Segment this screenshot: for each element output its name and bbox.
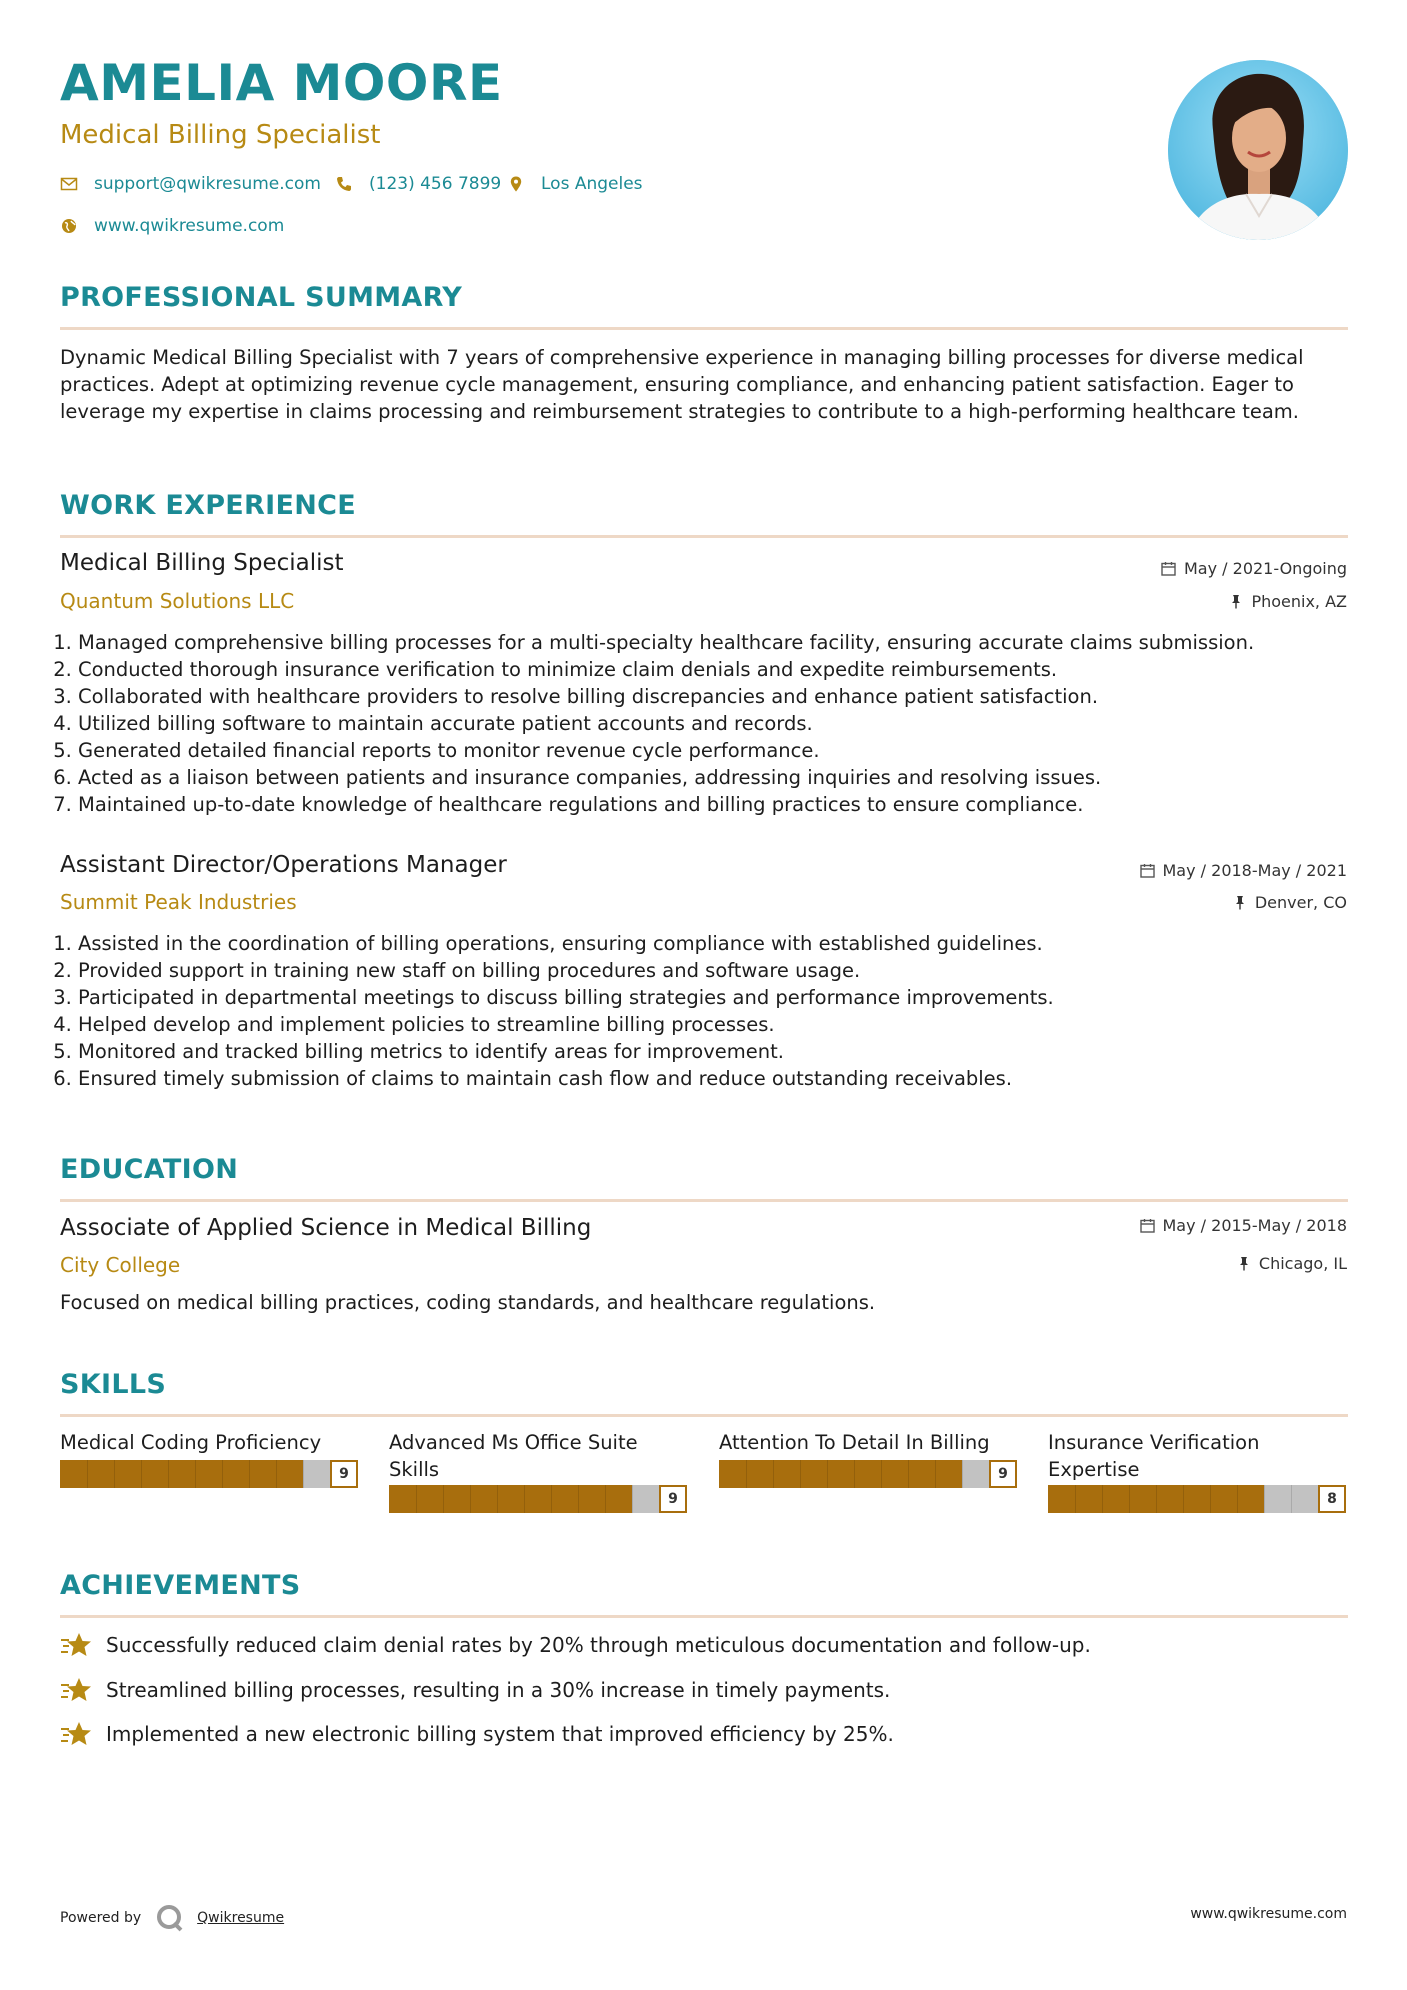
job-location [1229, 592, 1347, 611]
job-bullet-item: 6. Acted as a liaison between patients and insurance companies, addressing inquiries and resolving issues. [78, 764, 1378, 791]
skill-bar-segment [497, 1485, 498, 1513]
skill-score-badge: 9 [659, 1485, 687, 1513]
job-dates [1161, 559, 1347, 578]
job-bullet-item: 5. Generated detailed financial reports to monitor revenue cycle performance. [78, 737, 1378, 764]
skill-bar-segment [773, 1460, 774, 1488]
skill-bar-segment [1291, 1485, 1292, 1513]
experience-heading: WORK EXPERIENCE [60, 490, 356, 521]
skill-bar-fill [389, 1485, 632, 1513]
skill-bar-segment [168, 1460, 169, 1488]
skill-bar-segment [276, 1460, 277, 1488]
candidate-name: AMELIA MOORE [60, 54, 503, 112]
skill-bar-segment [1129, 1485, 1130, 1513]
skill-bar-segment [195, 1460, 196, 1488]
job-bullets [60, 930, 1378, 1092]
envelope-icon [60, 175, 78, 193]
skill-score-badge: 8 [1318, 1485, 1346, 1513]
skill-bar-track [1048, 1485, 1318, 1513]
globe-icon [60, 217, 78, 235]
skill-bar-segment [1102, 1485, 1103, 1513]
job-bullet-item: 1. Managed comprehensive billing processes for a multi-specialty healthcare facility, ensuring accurate claims submission. [78, 629, 1378, 656]
location-text: Los Angeles [541, 174, 643, 194]
skill-item [389, 1429, 689, 1513]
brand-link[interactable]: Qwikresume [197, 1910, 285, 1926]
summary-heading: PROFESSIONAL SUMMARY [60, 282, 463, 313]
skill-bar-segment [222, 1460, 223, 1488]
skills-heading: SKILLS [60, 1369, 167, 1400]
skill-bar-segment [470, 1485, 471, 1513]
job-bullet-item: 1. Assisted in the coordination of billing operations, ensuring compliance with established guidelines. [78, 930, 1378, 957]
skill-bar-segment [303, 1460, 304, 1488]
contact-phone[interactable] [335, 174, 501, 194]
experience-section [60, 492, 1348, 538]
skill-bar-segment [1156, 1485, 1157, 1513]
job-bullets [60, 629, 1378, 818]
skill-rating-bar [719, 1460, 1019, 1488]
email-text: support@qwikresume.com [94, 174, 321, 194]
section-divider [60, 535, 1348, 538]
star-icon [60, 1631, 92, 1659]
achievements-section [60, 1572, 1348, 1618]
section-divider [60, 327, 1348, 330]
contact-website[interactable] [60, 216, 284, 236]
profile-photo [1168, 60, 1348, 240]
job-bullet-item: 4. Helped develop and implement policies to streamline billing processes. [78, 1011, 1378, 1038]
skill-score-badge: 9 [989, 1460, 1017, 1488]
skill-bar-segment [551, 1485, 552, 1513]
section-divider [60, 1199, 1348, 1202]
job-dates-text: May / 2018-May / 2021 [1162, 861, 1347, 880]
education-heading: EDUCATION [60, 1154, 239, 1185]
education-dates [1140, 1216, 1348, 1235]
education-description: Focused on medical billing practices, coding standards, and healthcare regulations. [60, 1291, 876, 1314]
skill-bar-segment [935, 1460, 936, 1488]
phone-text: (123) 456 7899 [369, 174, 502, 194]
skill-bar-segment [1264, 1485, 1265, 1513]
job-location-text: Phoenix, AZ [1251, 592, 1347, 611]
job-bullet-item: 3. Collaborated with healthcare providers to resolve billing discrepancies and enhance patient satisfaction. [78, 683, 1378, 710]
star-icon [60, 1676, 92, 1704]
achievement-item [60, 1720, 894, 1748]
achievement-text: Implemented a new electronic billing system that improved efficiency by 25%. [106, 1722, 894, 1746]
footer-powered-by [60, 1903, 284, 1933]
skill-bar-fill [60, 1460, 303, 1488]
skill-bar-segment [881, 1460, 882, 1488]
skill-bar-segment [416, 1485, 417, 1513]
skill-bar-segment [854, 1460, 855, 1488]
skill-rating-bar [1048, 1485, 1348, 1513]
skill-bar-segment [141, 1460, 142, 1488]
skill-bar-segment [1183, 1485, 1184, 1513]
job-bullet-item: 2. Conducted thorough insurance verification to minimize claim denials and expedite reimbursements. [78, 656, 1378, 683]
job-company: Summit Peak Industries [60, 890, 297, 914]
skills-section [60, 1371, 1348, 1417]
skill-bar-segment [632, 1485, 633, 1513]
education-location [1237, 1254, 1347, 1273]
job-title: Assistant Director/Operations Manager [60, 852, 507, 878]
skill-bar-segment [578, 1485, 579, 1513]
skill-bar-segment [1210, 1485, 1211, 1513]
job-bullet-item: 7. Maintained up-to-date knowledge of healthcare regulations and billing practices to ensure compliance. [78, 791, 1378, 818]
achievement-item [60, 1676, 890, 1704]
skill-bar-segment [249, 1460, 250, 1488]
skill-bar-segment [908, 1460, 909, 1488]
skill-label: Medical Coding Proficiency [60, 1431, 322, 1454]
job-bullet-item: 3. Participated in departmental meetings to discuss billing strategies and performance improvements. [78, 984, 1378, 1011]
job-company: Quantum Solutions LLC [60, 589, 295, 613]
summary-section [60, 284, 1348, 330]
job-title: Medical Billing Specialist [60, 550, 344, 576]
pushpin-icon [1229, 594, 1243, 609]
calendar-icon [1140, 863, 1155, 878]
pushpin-icon [1233, 895, 1247, 910]
skill-item [1048, 1429, 1348, 1513]
job-bullet-item: 6. Ensured timely submission of claims to maintain cash flow and reduce outstanding receivables. [78, 1065, 1378, 1092]
skill-bar-fill [719, 1460, 962, 1488]
skill-item [60, 1429, 360, 1488]
achievement-text: Streamlined billing processes, resulting in a 30% increase in timely payments. [106, 1678, 891, 1702]
star-icon [60, 1720, 92, 1748]
skill-bar-track [719, 1460, 989, 1488]
footer-site[interactable]: www.qwikresume.com [1190, 1906, 1347, 1922]
skill-bar-segment [1237, 1485, 1238, 1513]
skill-bar-segment [746, 1460, 747, 1488]
skill-bar-track [60, 1460, 330, 1488]
contact-email[interactable] [60, 174, 321, 194]
website-text: www.qwikresume.com [94, 216, 285, 236]
skill-rating-bar [389, 1485, 689, 1513]
job-location-text: Denver, CO [1254, 893, 1347, 912]
skill-label: Attention To Detail In Billing [719, 1431, 990, 1454]
powered-by-text: Powered by [60, 1910, 142, 1926]
map-pin-icon [507, 175, 525, 193]
achievements-heading: ACHIEVEMENTS [60, 1570, 301, 1601]
school-name: City College [60, 1253, 181, 1277]
job-bullet-item: 2. Provided support in training new staff on billing procedures and software usage. [78, 957, 1378, 984]
avatar-illustration [1168, 60, 1348, 240]
education-location-text: Chicago, IL [1258, 1254, 1347, 1273]
degree-title: Associate of Applied Science in Medical Billing [60, 1215, 592, 1241]
skill-item [719, 1429, 1019, 1488]
skill-label: Insurance Verification Expertise [1048, 1431, 1260, 1481]
section-divider [60, 1414, 1348, 1417]
job-location [1233, 893, 1347, 912]
skill-score-badge: 9 [330, 1460, 358, 1488]
skill-bar-segment [827, 1460, 828, 1488]
job-dates [1140, 861, 1348, 880]
skill-bar-segment [114, 1460, 115, 1488]
skill-bar-segment [443, 1485, 444, 1513]
calendar-icon [1161, 561, 1176, 576]
candidate-role: Medical Billing Specialist [60, 120, 381, 150]
phone-icon [335, 175, 353, 193]
skill-label: Advanced Ms Office Suite Skills [389, 1431, 638, 1481]
skill-bar-segment [605, 1485, 606, 1513]
skill-bar-track [389, 1485, 659, 1513]
job-bullet-item: 5. Monitored and tracked billing metrics to identify areas for improvement. [78, 1038, 1378, 1065]
skill-bar-segment [962, 1460, 963, 1488]
achievement-text: Successfully reduced claim denial rates by 20% through meticulous documentation and follow-up. [106, 1633, 1091, 1657]
achievement-item [60, 1631, 1091, 1659]
skill-bar-segment [87, 1460, 88, 1488]
education-dates-text: May / 2015-May / 2018 [1162, 1216, 1347, 1235]
section-divider [60, 1615, 1348, 1618]
skill-bar-segment [1075, 1485, 1076, 1513]
contact-location [507, 174, 643, 194]
job-bullet-item: 4. Utilized billing software to maintain accurate patient accounts and records. [78, 710, 1378, 737]
skill-bar-segment [524, 1485, 525, 1513]
calendar-icon [1140, 1218, 1155, 1233]
qwikresume-logo-icon [155, 1903, 185, 1933]
education-section [60, 1156, 1348, 1202]
skill-bar-segment [800, 1460, 801, 1488]
skill-rating-bar [60, 1460, 360, 1488]
job-dates-text: May / 2021-Ongoing [1184, 559, 1347, 578]
summary-text: Dynamic Medical Billing Specialist with 7 years of comprehensive experience in managing billing processes for diverse medical practices. Adept at optimizing revenue cycle management, ensuring compliance, and enhancing patient satisfaction. Eager to leverage my expertise in claims processing and reimbursement strategies to contribute to a high-performing healthcare team. [60, 346, 1304, 423]
pushpin-icon [1237, 1256, 1251, 1271]
